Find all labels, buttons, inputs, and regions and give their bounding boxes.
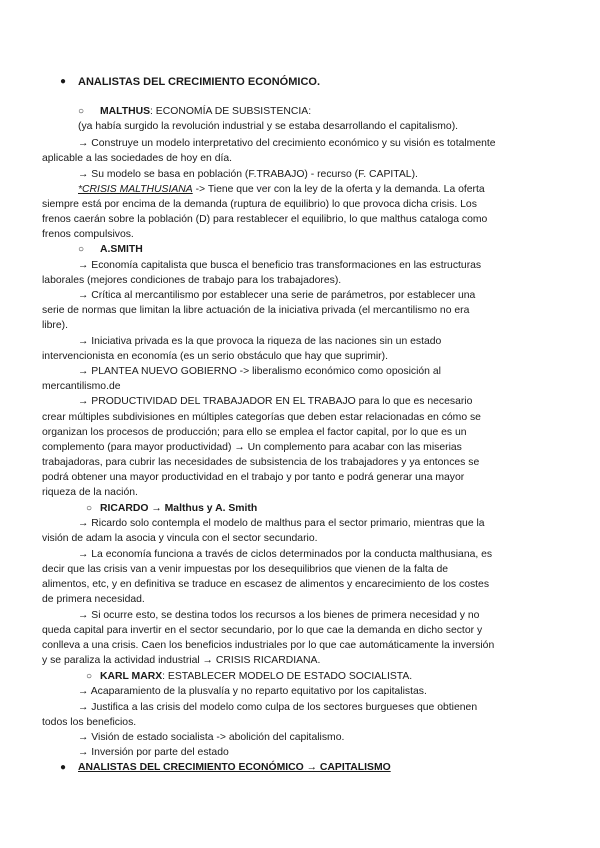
malthus-heading-rest: : ECONOMÍA DE SUBSISTENCIA:: [150, 106, 312, 117]
smith-line: intervencionista en economía (es un serio obstáculo que hay que suprimir).: [42, 351, 388, 362]
smith-line: laborales (mejores condiciones de trabajo para los trabajadores).: [42, 275, 342, 286]
ricardo-line: queda capital para invertir en el sector secundario, por lo que cae la demanda en dicho sector y: [42, 625, 483, 636]
malthus-name: MALTHUS: [100, 106, 151, 117]
marx-line: → Inversión por parte del estado: [78, 747, 229, 758]
ricardo-line: conlleva a una crisis. Caen los beneficios industriales por lo que cae automáticamente la inversión: [42, 640, 495, 651]
marx-line: todos los beneficios.: [42, 717, 137, 728]
subsection-bullet: ○: [86, 671, 93, 682]
ricardo-line: → La economía funciona a través de ciclos determinados por la conducta malthusiana, es: [78, 549, 493, 560]
smith-line: riqueza de la nación.: [42, 487, 138, 498]
malthus-heading: [100, 105, 311, 119]
section-title: ANALISTAS DEL CRECIMIENTO ECONÓMICO → CAPITALISMO: [78, 762, 391, 773]
malthus-line: → Su modelo se basa en población (F.TRABAJO) - recurso (F. CAPITAL).: [78, 169, 418, 180]
marx-line: → Acaparamiento de la plusvalía y no reparto equitativo por los capitalistas.: [78, 686, 427, 697]
malthus-line: → Construye un modelo interpretativo del crecimiento económico y su visión es totalmente: [78, 138, 496, 149]
smith-line: mercantilismo.de: [42, 381, 121, 392]
crisis-line: siempre está por encima de la demanda (ruptura de equilibrio) lo que provoca dicha crisis. Los: [42, 199, 477, 210]
ricardo-line: decir que las crisis van a venir impuestas por los desequilibrios que vienen de la falta de: [42, 564, 449, 575]
smith-line: libre).: [42, 320, 68, 331]
smith-line: → Iniciativa privada es la que provoca la riqueza de las naciones sin un estado: [78, 336, 442, 347]
marx-line: → Justifica a las crisis del modelo como culpa de los sectores burgueses que obtienen: [78, 702, 478, 713]
smith-line: trabajadoras, para cubrir las necesidades de subsistencia de los trabajadores y ya entonces se: [42, 457, 480, 468]
marx-line: → Visión de estado socialista -> abolición del capitalismo.: [78, 732, 345, 743]
ricardo-heading: RICARDO → Malthus y A. Smith: [100, 503, 258, 514]
crisis-line: frenos compulsivos.: [42, 229, 134, 240]
section-title: ANALISTAS DEL CRECIMIENTO ECONÓMICO.: [78, 76, 321, 88]
section-bullet: ●: [60, 76, 67, 87]
smith-line: complemento (para mayor productividad) → Un complemento para acabar con las miserias: [42, 442, 462, 453]
smith-line: podrá obtener una mayor productividad en el trabajo y por tanto e podrá generar una mayor: [42, 472, 465, 483]
smith-line: → PRODUCTIVIDAD DEL TRABAJADOR EN EL TRABAJO para lo que es necesario: [78, 396, 473, 407]
section-bullet: ●: [60, 762, 67, 773]
subsection-bullet: ○: [78, 244, 85, 255]
crisis-line: [78, 183, 485, 197]
marx-heading-rest: : ESTABLECER MODELO DE ESTADO SOCIALISTA.: [162, 671, 413, 682]
subsection-bullet: ○: [78, 106, 85, 117]
smith-line: crear múltiples subdivisiones en múltiples categorías que deben estar relacionadas en cómo se: [42, 412, 481, 423]
ricardo-line: → Ricardo solo contempla el modelo de malthus para el sector primario, mientras que la: [78, 518, 485, 529]
marx-heading: [100, 670, 412, 684]
smith-line: → PLANTEA NUEVO GOBIERNO -> liberalismo económico como oposición al: [78, 366, 441, 377]
smith-line: serie de normas que limitan la libre actuación de la iniciativa privada (el mercantilismo no era: [42, 305, 470, 316]
malthus-line: (ya había surgido la revolución industrial y se estaba desarrollando el capitalismo).: [78, 121, 459, 132]
malthus-line: aplicable a las sociedades de hoy en día.: [42, 153, 233, 164]
smith-heading: A.SMITH: [100, 244, 143, 255]
ricardo-line: y se paraliza la actividad industrial → CRISIS RICARDIANA.: [42, 655, 321, 666]
crisis-rest: -> Tiene que ver con la ley de la oferta y la demanda. La oferta: [192, 184, 485, 195]
crisis-line: frenos caerán sobre la población (D) para restablecer el equilibrio, lo que malthus cataloga como: [42, 214, 488, 225]
smith-line: organizan los procesos de producción; para ello se emplea el factor capital, por lo que es un: [42, 427, 467, 438]
marx-name: KARL MARX: [100, 671, 163, 682]
ricardo-line: alimentos, etc, y en definitiva se traduce en escasez de alimentos y encarecimiento de los costes: [42, 579, 490, 590]
subsection-bullet: ○: [86, 503, 93, 514]
smith-line: → Crítica al mercantilismo por establecer una serie de parámetros, por establecer una: [78, 290, 476, 301]
smith-line: → Economía capitalista que busca el beneficio tras transformaciones en las estructuras: [78, 260, 482, 271]
ricardo-line: de primera necesidad.: [42, 594, 145, 605]
crisis-label: *CRISIS MALTHUSIANA: [78, 184, 193, 195]
ricardo-line: visión de adam la asocia y vincula con el sector secundario.: [42, 533, 318, 544]
ricardo-line: → Si ocurre esto, se destina todos los recursos a los bienes de primera necesidad y no: [78, 610, 480, 621]
